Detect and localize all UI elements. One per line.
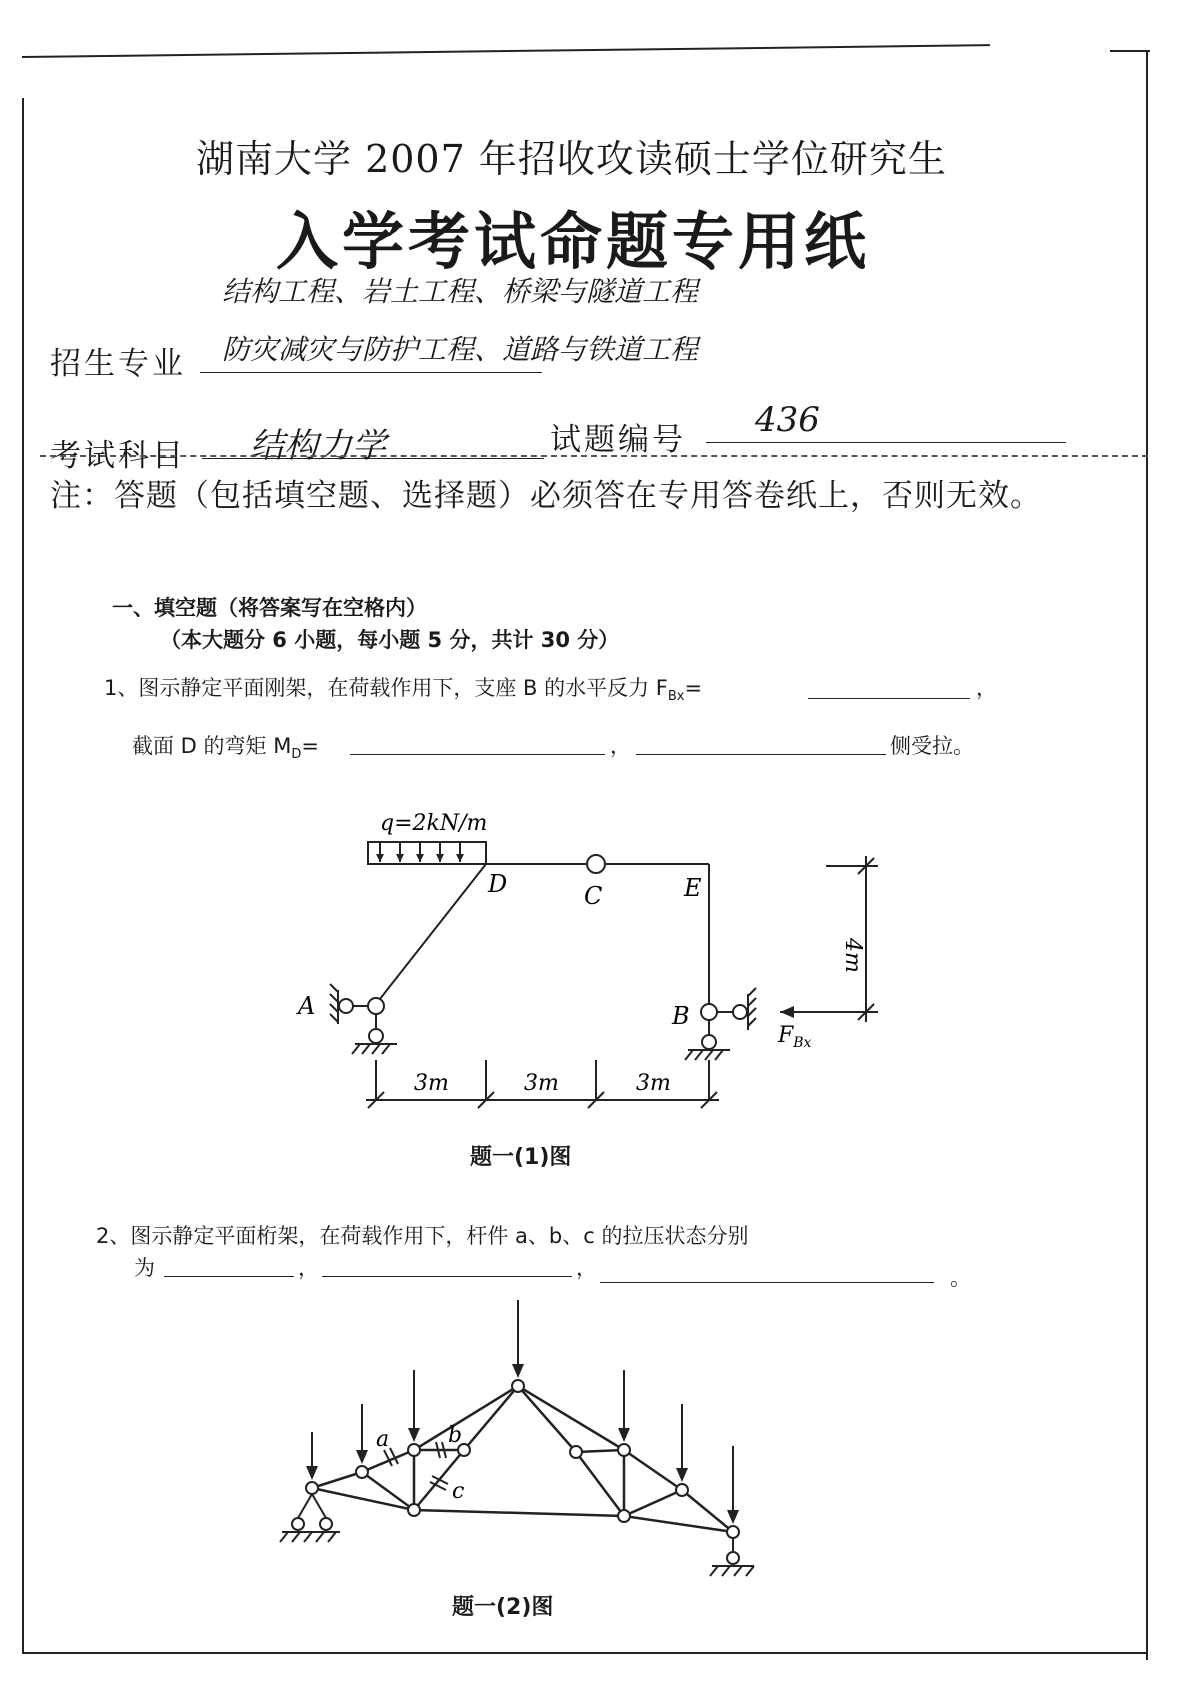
major-value-line1: 结构工程、岩土工程、桥梁与隧道工程 bbox=[222, 275, 699, 308]
title-university-year: 湖南大学 2007 年招收攻读硕士学位研究生 bbox=[196, 137, 947, 181]
span-label-3: 3m bbox=[636, 1071, 671, 1096]
answer-note: 注：答题（包括填空题、选择题）必须答在专用答卷纸上，否则无效。 bbox=[50, 478, 1042, 514]
label-E: E bbox=[684, 874, 702, 902]
force-label-sub: Bx bbox=[793, 1035, 812, 1051]
section1-heading: 一、填空题（将答案写在空格内） bbox=[112, 596, 427, 620]
q2-comma-2: ， bbox=[576, 1256, 597, 1280]
q1-line2-equals: = bbox=[301, 734, 319, 758]
span-label-1: 3m bbox=[414, 1071, 449, 1096]
title-exam-paper: 入学考试命题专用纸 bbox=[276, 205, 871, 278]
label-D: D bbox=[488, 870, 508, 898]
height-dim-label: 4m bbox=[840, 938, 865, 973]
q1-line2-text: 截面 D 的弯矩 M bbox=[132, 734, 292, 758]
q2-comma-1: ， bbox=[298, 1256, 319, 1280]
load-label: q=2kN/m bbox=[380, 811, 488, 836]
subject-label: 考试科目 bbox=[50, 438, 186, 474]
q2-line1: 2、图示静定平面桁架，在荷载作用下，杆件 a、b、c 的拉压状态分别 bbox=[96, 1224, 749, 1248]
q1-line1-subscript: Bx bbox=[667, 689, 685, 705]
figure2-caption: 题一(2)图 bbox=[452, 1595, 554, 1620]
label-C: C bbox=[584, 882, 603, 910]
label-B: B bbox=[672, 1002, 690, 1030]
q1-line1-text: 1、图示静定平面刚架，在荷载作用下，支座 B 的水平反力 F bbox=[104, 676, 668, 700]
subject-value: 结构力学 bbox=[250, 426, 386, 466]
section1-subheading: （本大题分 6 小题，每小题 5 分，共计 30 分） bbox=[160, 628, 620, 652]
q1-line2-subscript: D bbox=[291, 747, 302, 763]
code-label: 试题编号 bbox=[550, 422, 686, 458]
q1-line2-comma: ， bbox=[610, 734, 631, 758]
label-A: A bbox=[298, 992, 316, 1020]
figure1-caption: 题一(1)图 bbox=[470, 1145, 572, 1170]
code-value: 436 bbox=[755, 400, 820, 440]
q1-line1-equals: = bbox=[684, 676, 703, 700]
force-label-main: F bbox=[778, 1023, 794, 1048]
major-label: 招生专业 bbox=[50, 346, 186, 382]
major-value-line2: 防灾减灾与防护工程、道路与铁道工程 bbox=[222, 333, 699, 366]
span-label-2: 3m bbox=[524, 1071, 559, 1096]
member-label-b: b bbox=[448, 1423, 463, 1448]
member-label-a: a bbox=[376, 1427, 390, 1452]
member-label-c: c bbox=[452, 1479, 465, 1504]
q2-period: 。 bbox=[950, 1266, 971, 1290]
q1-line1-end: ， bbox=[976, 676, 997, 700]
q2-line2-prefix: 为 bbox=[134, 1256, 155, 1280]
q1-line2-end: 侧受拉。 bbox=[890, 734, 974, 758]
